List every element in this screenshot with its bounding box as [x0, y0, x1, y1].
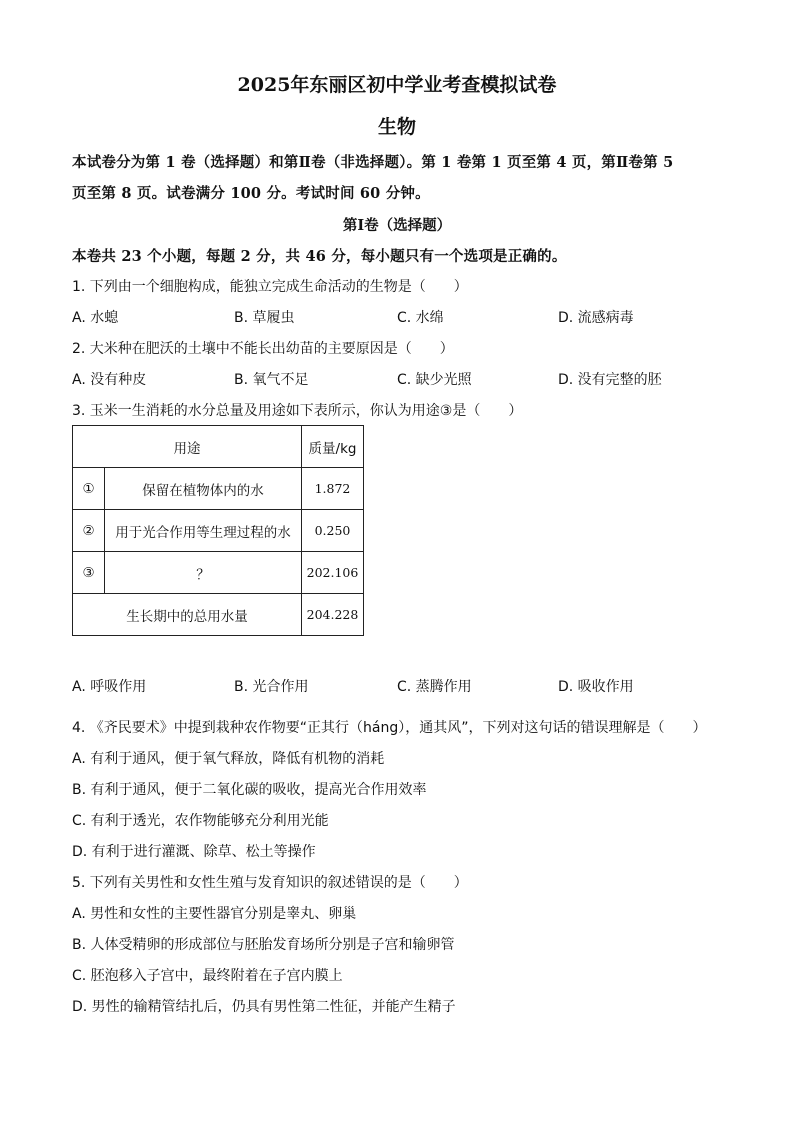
- question-5-option-c: C. 胚泡移入子宫中，最终附着在子宫内膜上: [72, 968, 343, 984]
- table-header-row: [73, 426, 364, 468]
- table-cell-usage: 用于光合作用等生理过程的水: [105, 510, 302, 552]
- question-3-option-b: B. 光合作用: [234, 679, 309, 695]
- table-total-row: [73, 594, 364, 636]
- question-2-option-d: D. 没有完整的胚: [558, 372, 662, 388]
- question-5-option-d: D. 男性的输精管结扎后，仍具有男性第二性征，并能产生精子: [72, 999, 456, 1015]
- table-header-mass: 质量/kg: [302, 426, 364, 468]
- intro-line-2: 页至第 8 页。试卷满分 100 分。考试时间 60 分钟。: [72, 185, 430, 202]
- question-3-stem: 3. 玉米一生消耗的水分总量及用途如下表所示，你认为用途③是（ ）: [72, 403, 523, 419]
- question-4-option-b: B. 有利于通风，便于二氧化碳的吸收，提高光合作用效率: [72, 782, 427, 798]
- question-3-option-a: A. 呼吸作用: [72, 679, 147, 695]
- question-5-stem: 5. 下列有关男性和女性生殖与发育知识的叙述错误的是（ ）: [72, 875, 468, 891]
- question-3-option-d: D. 吸收作用: [558, 679, 634, 695]
- exam-subject: 生物: [377, 116, 416, 138]
- table-cell-usage: 保留在植物体内的水: [105, 468, 302, 510]
- table-row: [73, 510, 364, 552]
- table-total-label: 生长期中的总用水量: [73, 594, 302, 636]
- question-1-stem: 1. 下列由一个细胞构成，能独立完成生命活动的生物是（ ）: [72, 279, 468, 295]
- exam-title: 2025年东丽区初中学业考查模拟试卷: [237, 74, 557, 96]
- question-4-option-c: C. 有利于透光，农作物能够充分利用光能: [72, 813, 329, 829]
- table-cell-mass: 1.872: [302, 468, 364, 510]
- table-cell-index: ②: [73, 510, 105, 552]
- section-title: 第Ⅰ卷（选择题）: [342, 217, 452, 234]
- table-cell-usage: ？: [105, 552, 302, 594]
- water-usage-table: [72, 425, 364, 636]
- table-cell-index: ①: [73, 468, 105, 510]
- question-5-option-a: A. 男性和女性的主要性器官分别是睾丸、卵巢: [72, 906, 357, 922]
- question-1-option-d: D. 流感病毒: [558, 310, 634, 326]
- question-2-option-c: C. 缺少光照: [397, 372, 472, 388]
- table-total-mass: 204.228: [302, 594, 364, 636]
- table-header-usage: 用途: [73, 426, 302, 468]
- section-instruction: 本卷共 23 个小题，每题 2 分，共 46 分，每小题只有一个选项是正确的。: [72, 248, 567, 265]
- question-1-option-b: B. 草履虫: [234, 310, 295, 326]
- question-1-option-c: C. 水绵: [397, 310, 444, 326]
- table-cell-mass: 202.106: [302, 552, 364, 594]
- question-5-option-b: B. 人体受精卵的形成部位与胚胎发育场所分别是子宫和输卵管: [72, 937, 455, 953]
- question-2-option-a: A. 没有种皮: [72, 372, 147, 388]
- table-row: [73, 552, 364, 594]
- table-cell-index: ③: [73, 552, 105, 594]
- question-4-stem: 4. 《齐民要术》中提到栽种农作物要“正其行（háng），通其风”，下列对这句话的错误理解是（ ）: [72, 720, 707, 736]
- question-2-stem: 2. 大米种在肥沃的土壤中不能长出幼苗的主要原因是（ ）: [72, 341, 454, 357]
- question-4-option-a: A. 有利于通风，便于氧气释放，降低有机物的消耗: [72, 751, 385, 767]
- question-3-option-c: C. 蒸腾作用: [397, 679, 472, 695]
- question-1-option-a: A. 水螅: [72, 310, 119, 326]
- question-4-option-d: D. 有利于进行灌溉、除草、松土等操作: [72, 844, 316, 860]
- table-row: [73, 468, 364, 510]
- intro-line-1: 本试卷分为第 1 卷（选择题）和第Ⅱ卷（非选择题）。第 1 卷第 1 页至第 4 页，第Ⅱ卷第 5: [72, 154, 674, 171]
- question-2-option-b: B. 氧气不足: [234, 372, 309, 388]
- table-cell-mass: 0.250: [302, 510, 364, 552]
